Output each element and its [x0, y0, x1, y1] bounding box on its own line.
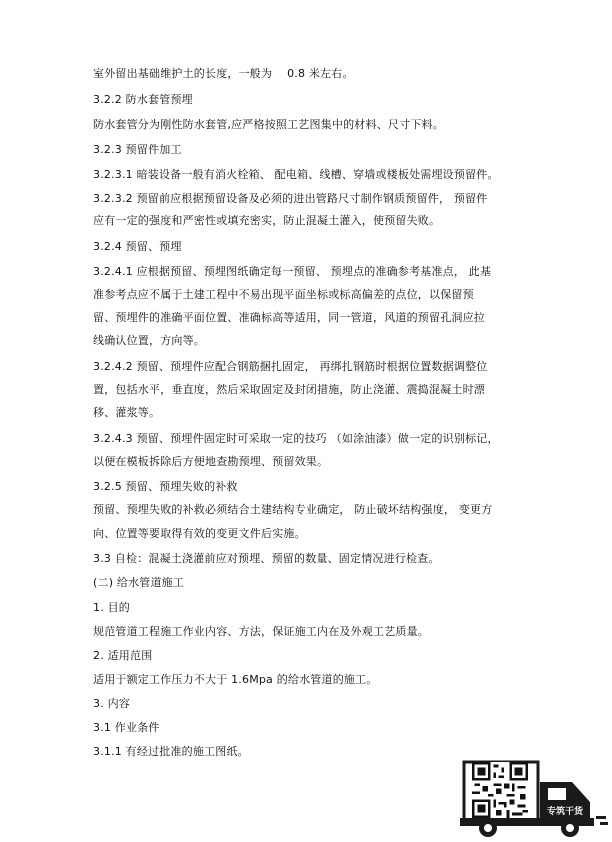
text-line: 规范管道工程施工作业内容、方法，保证施工内在及外观工艺质量。	[93, 625, 429, 638]
text-line: 留、预埋件的准确平面位置、准确标高等适用，同一管道，风道的预留孔洞应拉	[93, 311, 485, 324]
text-line: 适用于额定工作压力不大于 1.6Mpa 的给水管道的施工。	[93, 673, 378, 686]
text-line: 3.2.4.1 应根据预留、预埋图纸确定每一预留、 预埋点的准确参考基准点， 此基	[93, 265, 492, 278]
section-heading: 3.1 作业条件	[93, 721, 160, 734]
text-line: 防水套管分为刚性防水套管,应严格按照工艺图集中的材料、尺寸下料。	[93, 118, 444, 131]
text-line: 3.2.4.2 预留、预埋件应配合钢筋捆扎固定， 再绑扎钢筋时根据位置数据调整位	[93, 360, 488, 373]
logo-text: 专筑干货	[546, 807, 584, 817]
section-heading: 3.2.5 预留、预埋失败的补救	[93, 480, 238, 493]
section-heading: 3.2.4 预留、预埋	[93, 240, 182, 253]
text-line: 3.2.3.1 暗装设备一般有消火栓箱、 配电箱、线槽、穿墙或楼板处需埋设预留件。	[93, 168, 499, 181]
section-heading: 3.2.3 预留件加工	[93, 143, 182, 156]
text-line: 室外留出基础维护土的长度，一般为 0.8 米左右。	[93, 67, 354, 80]
text-line: 移、灌浆等。	[93, 406, 161, 419]
text-line: 置，包括水平，垂直度，然后采取固定及封闭措施，防止浇灌、震捣混凝土时漂	[93, 383, 485, 396]
section-heading: 2. 适用范围	[93, 649, 153, 662]
text-line: 线确认位置，方向等。	[93, 334, 205, 347]
section-heading: 3.2.2 防水套管预埋	[93, 93, 193, 106]
text-line: 应有一定的强度和严密性或填充密实，防止混凝土灌入，使预留失败。	[93, 214, 441, 227]
text-line: 预留、预埋失败的补救必须结合土建结构专业确定， 防止破坏结构强度， 变更方	[93, 503, 493, 516]
text-line: 以便在模板拆除后方便地查勘预埋、预留效果。	[93, 455, 329, 468]
text-line: 3.2.4.3 预留、预埋件固定时可采取一定的技巧 （如涂油漆）做一定的识别标记，	[93, 432, 499, 445]
section-heading: 3. 内容	[93, 697, 130, 710]
text-line: 3.1.1 有经过批准的施工图纸。	[93, 745, 249, 758]
section-heading: 1. 目的	[93, 601, 130, 614]
text-line: 3.3 自检：混凝土浇灌前应对预埋、预留的数量、固定情况进行检查。	[93, 552, 440, 565]
section-heading: (二) 给水管道施工	[93, 576, 185, 589]
text-line: 向、位置等要取得有效的变更文件后实施。	[93, 527, 306, 540]
text-line: 3.2.3.2 预留前应根据预留设备及必须的进出管路尺寸制作钢质预留件， 预留件	[93, 192, 488, 205]
text-line: 准参考点应不属于土建工程中不易出现平面坐标或标高偏差的点位，以保留预	[93, 288, 474, 301]
qr-code-icon	[472, 762, 528, 818]
